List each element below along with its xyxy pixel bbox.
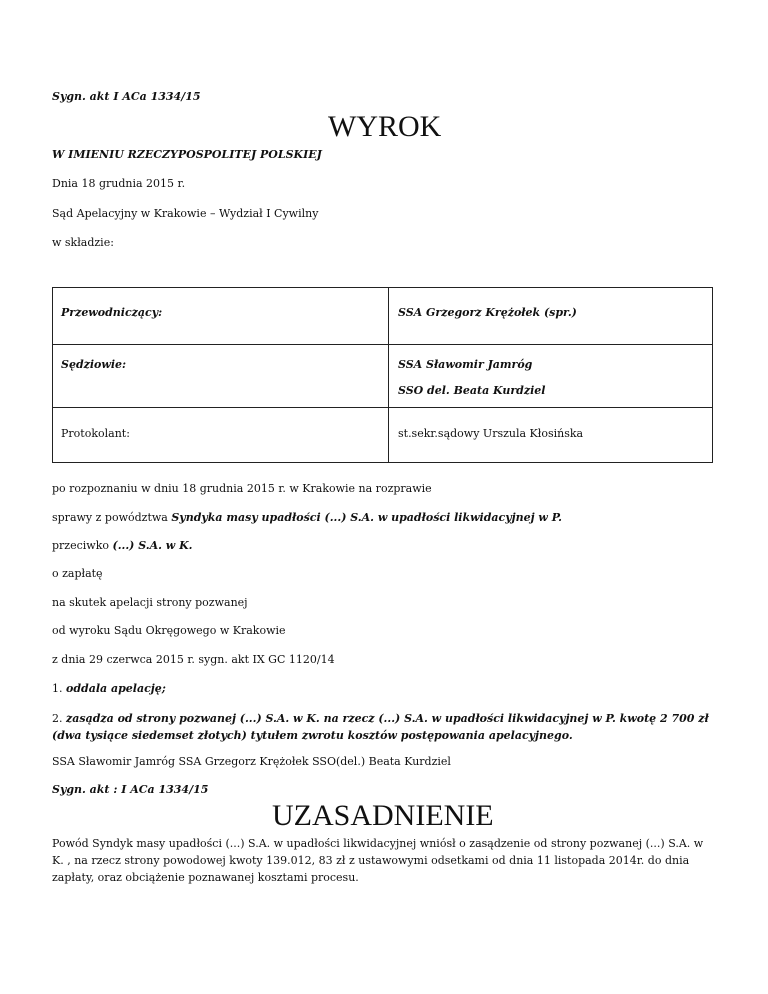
judge-name-1: SSA Sławomir Jamróg <box>398 358 533 371</box>
claim-line <box>52 511 562 524</box>
justification-title: UZASADNIENIE <box>272 799 494 832</box>
court-name: Sąd Apelacyjny w Krakowie – Wydział I Cywilny <box>52 207 319 220</box>
table-row <box>53 408 713 463</box>
judges-label-cell <box>53 345 389 408</box>
document-title: WYROK <box>328 110 442 143</box>
judges-label: Sędziowie: <box>61 358 127 371</box>
clerk-name: st.sekr.sądowy Urszula Kłosińska <box>398 427 584 440</box>
lower-court-line: od wyroku Sądu Okręgowego w Krakowie <box>52 624 286 637</box>
ruling-item-2-number: 2. <box>52 712 63 725</box>
judges-names-cell <box>389 345 713 408</box>
ruling-item-1-text: oddala apelację; <box>66 682 166 695</box>
composition-label: w składzie: <box>52 236 114 249</box>
judge-name-2: SSO del. Beata Kurdziel <box>398 384 546 397</box>
presiding-label-cell <box>53 288 389 345</box>
presiding-name-cell <box>389 288 713 345</box>
presiding-label: Przewodniczący: <box>61 306 163 319</box>
justification-paragraph: Powód Syndyk masy upadłości (...) S.A. w upadłości likwidacyjnej wniósł o zasądzenie od strony pozwanej (...) S.A. w K. , na rzecz strony powodowej kwoty 139.012, 83 zł z ustawowymi odsetkami od dnia 11 listopada 2014r. do dnia zapłaty, oraz obciążenie poznawanej kosztami procesu. <box>52 837 704 884</box>
ruling-item-1 <box>52 682 166 695</box>
ruling-item-2 <box>52 710 718 744</box>
clerk-name-cell <box>389 408 713 463</box>
case-reference: Sygn. akt I ACa 1334/15 <box>52 90 201 103</box>
judgment-date: Dnia 18 grudnia 2015 r. <box>52 177 186 190</box>
signatures-line: SSA Sławomir Jamróg SSA Grzegorz Krężołek SSO(del.) Beata Kurdziel <box>52 755 451 768</box>
plaintiff-name: Syndyka masy upadłości (...) S.A. w upadłości likwidacyjnej w P. <box>171 511 562 524</box>
table-row <box>53 345 713 408</box>
justification-case-reference: Sygn. akt : I ACa 1334/15 <box>52 783 209 796</box>
claim-prefix: sprawy z powództwa <box>52 511 172 524</box>
against-line <box>52 539 192 552</box>
presiding-name: SSA Grzegorz Krężołek (spr.) <box>398 306 577 319</box>
hearing-line: po rozpoznaniu w dniu 18 grudnia 2015 r. w Krakowie na rozprawie <box>52 482 432 495</box>
lower-date-line: z dnia 29 czerwca 2015 r. sygn. akt IX GC 1120/14 <box>52 653 335 666</box>
defendant-name: (...) S.A. w K. <box>112 539 193 552</box>
clerk-label: Protokolant: <box>61 427 130 440</box>
clerk-label-cell <box>53 408 389 463</box>
panel-table <box>52 287 713 463</box>
document-subtitle: W IMIENIU RZECZYPOSPOLITEJ POLSKIEJ <box>52 148 322 161</box>
appeal-line: na skutek apelacji strony pozwanej <box>52 596 248 609</box>
subject-line: o zapłatę <box>52 567 103 580</box>
ruling-item-2-text: zasądza od strony pozwanej (...) S.A. w K. na rzecz (...) S.A. w upadłości likwidacyjnej w P. kwotę 2 700 zł (dwa tysiące siedemset złotych) tytułem zwrotu kosztów postępowania apelacyjnego. <box>52 712 709 742</box>
table-row <box>53 288 713 345</box>
against-prefix: przeciwko <box>52 539 113 552</box>
ruling-item-1-number: 1. <box>52 682 63 695</box>
